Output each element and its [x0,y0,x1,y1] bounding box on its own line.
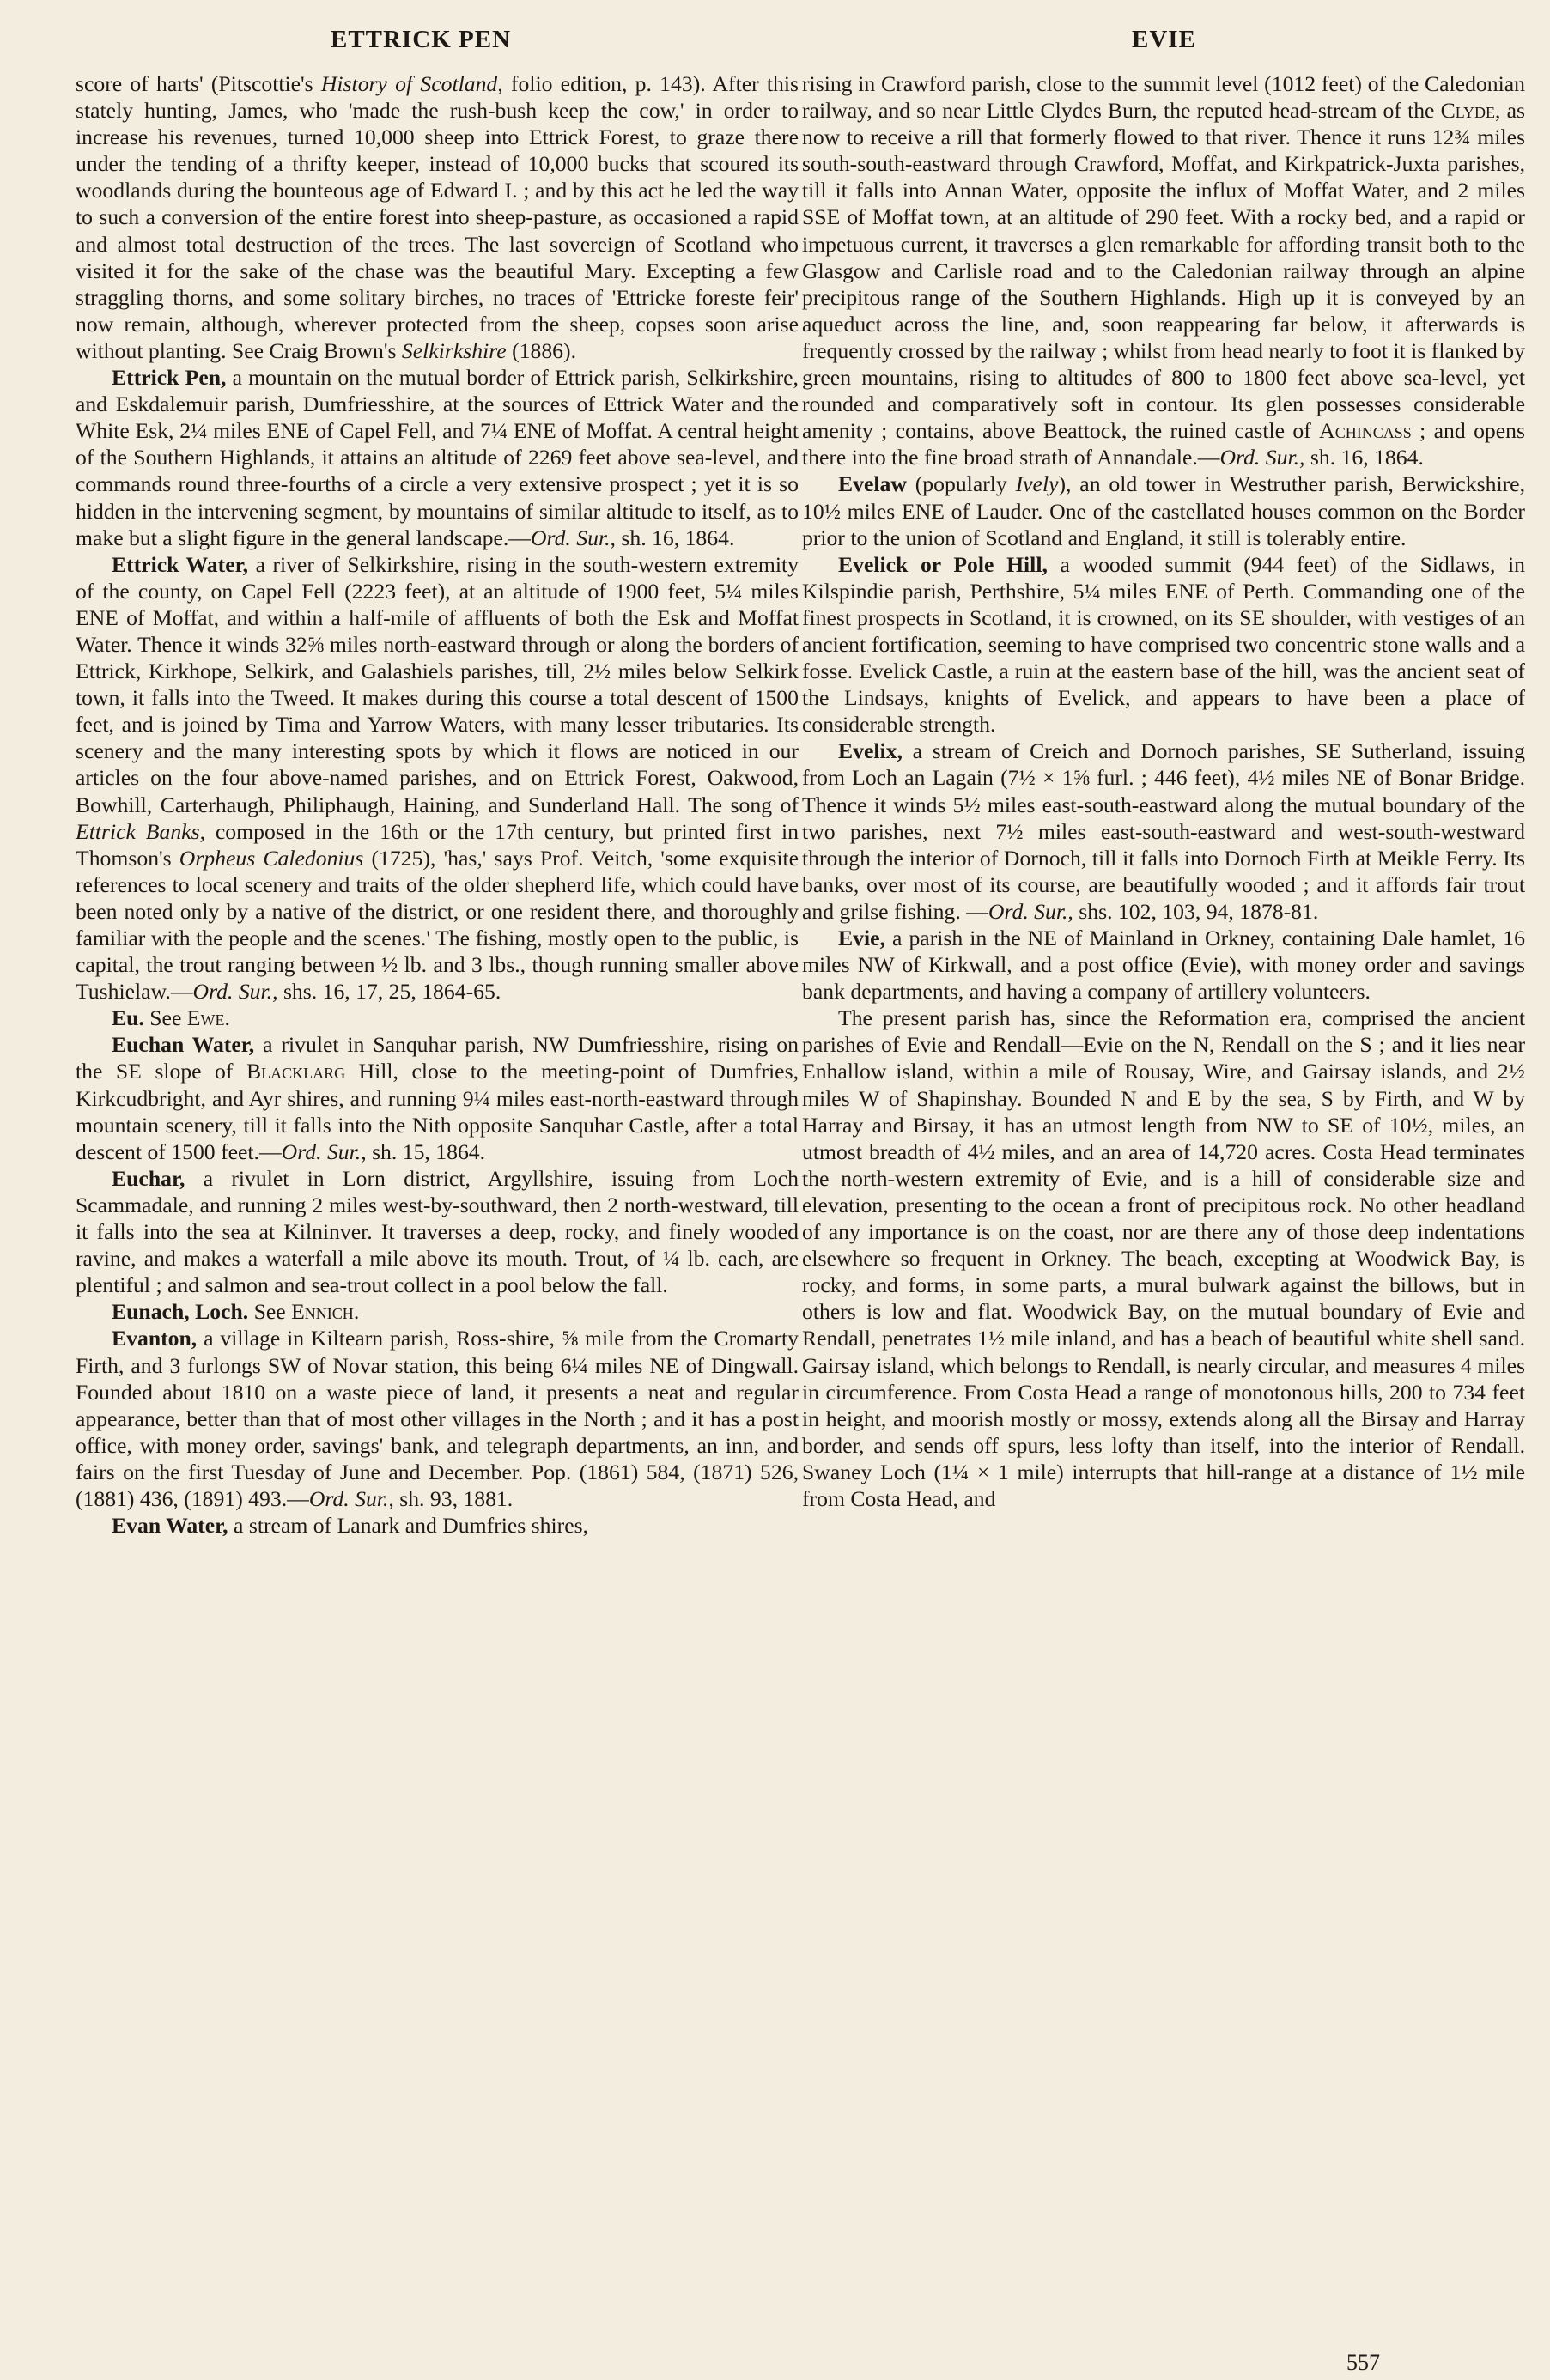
paragraph-evan-water-continued: rising in Crawford parish, close to the summit level (1012 feet) of the Caledonian railway, and so near Little Clydes Burn, the reputed head-stream of the Clyde, as now to receive a rill that formerly flowed to that river. Thence it runs 12¾ miles south-south-eastward through Crawford, Moffat, and Kirkpatrick-Juxta parishes, till it falls into Annan Water, opposite the influx of Moffat Water, and 2 miles SSE of Moffat town, at an altitude of 290 feet. With a rocky bed, and a rapid or impetuous current, it traverses a glen remarkable for affording transit both to the Glasgow and Carlisle road and to the Caledonian railway through an alpine precipitous range of the Southern Highlands. High up it is conveyed by an aqueduct across the line, and, soon reappearing far below, it afterwards is frequently crossed by the railway ; whilst from head nearly to foot it is flanked by green mountains, rising to altitudes of 800 to 1800 feet above sea-level, yet rounded and comparatively soft in contour. Its glen possesses considerable amenity ; contains, above Beattock, the ruined castle of Achincass ; and opens there into the fine broad strath of Annandale.—Ord. Sur., sh. 16, 1864. [802,71,1525,471]
headword: Euchar, [112,1165,185,1191]
cross-reference: Achincass [1319,418,1412,444]
running-head-left: ETTRICK PEN [331,26,512,53]
left-column [76,70,799,1539]
cross-reference: Blacklarg [246,1059,346,1084]
headword: Evelaw [838,471,907,497]
entry-ettrick-water: Ettrick Water, a river of Selkirkshire, rising in the south-western extremity of the county, on Capel Fell (2223 feet), at an altitude of 1900 feet, 5¼ miles ENE of Moffat, and within a half-mile of affluents of both the Esk and Moffat Water. Thence it winds 32⅝ miles north-eastward through or along the borders of Ettrick, Kirkhope, Selkirk, and Galashiels parishes, till, 2½ miles below Selkirk town, it falls into the Tweed. It makes during this course a total descent of 1500 feet, and is joined by Tima and Yarrow Waters, with many lesser tributaries. Its scenery and the many interesting spots by which it flows are noticed in our articles on the four above-named parishes, and on Ettrick Forest, Oakwood, Bowhill, Carterhaugh, Philiphaugh, Haining, and Sunderland Hall. The song of Ettrick Banks, composed in the 16th or the 17th century, but printed first in Thomson's Orpheus Caledonius (1725), 'has,' says Prof. Veitch, 'some exquisite references to local scenery and traits of the older shepherd life, which could have been noted only by a native of the district, or one resident there, and thoroughly familiar with the people and the scenes.' The fishing, mostly open to the public, is capital, the trout ranging between ½ lb. and 3 lbs., though running smaller above Tushielaw.—Ord. Sur., shs. 16, 17, 25, 1864-65. [76,551,799,1005]
entry-evelaw: Evelaw (popularly Ively), an old tower in Westruther parish, Berwickshire, 10½ miles ENE of Lauder. One of the castellated houses common on the Border prior to the union of Scotland and England, it still is tolerably entire. [802,471,1525,550]
right-column [802,70,1525,1512]
headword: Evie, [838,926,885,950]
paragraph-evie-description: The present parish has, since the Reformation era, comprised the ancient parishes of Evie and Rendall—Evie on the N, Rendall on the S ; and it lies near Enhallow island, within a mile of Rousay, Wire, and Gairsay islands, and 2½ miles W of Shapinshay. Bounded N and E by the sea, S by Firth, and W by Harray and Birsay, it has an utmost length from NW to SE of 10½, miles, an utmost breadth of 4½ miles, and an area of 14,720 acres. Costa Head terminates the north-western extremity of Evie, and is a hill of considerable size and elevation, presenting to the ocean a front of precipitous rock. No other headland of any importance is on the coast, nor are there any of those deep indentations elsewhere so frequent in Orkney. The beach, excepting at Woodwick Bay, is rocky, and forms, in some parts, a mural bulwark against the billows, but in others is low and flat. Woodwick Bay, on the mutual boundary of Evie and Rendall, penetrates 1½ mile inland, and has a beach of beautiful white shell sand. Gairsay island, which belongs to Rendall, is nearly circular, and measures 4 miles in circumference. From Costa Head a range of monotonous hills, 200 to 734 feet in height, and moorish mostly or mossy, extends along all the Birsay and Harray border, and sends off spurs, less lofty than itself, into the interior of Rendall. Swaney Loch (1¼ × 1 mile) interrupts that hill-range at a distance of 1½ mile from Costa Head, and [802,1005,1525,1511]
headword: Euchan Water, [112,1032,255,1058]
entry-eunach-loch: Eunach, Loch. See Ennich. [112,1299,360,1325]
cross-reference: Ewe [186,1005,225,1031]
paragraph-ettrick-forest-continued: score of harts' (Pitscottie's History of Scotland, folio edition, p. 143). After this stately hunting, James, who 'made the rush-bush keep the cow,' in order to increase his revenues, turned 10,000 sheep into Ettrick Forest, to graze there under the tending of a thrifty keeper, instead of 10,000 bucks that scoured its woodlands during the bounteous age of Edward I. ; and by this act he led the way to such a conversion of the entire forest into sheep-pasture, as occasioned a rapid and almost total destruction of the trees. The last sovereign of Scotland who visited it for the sake of the chase was the beautiful Mary. Excepting a few straggling thorns, and some solitary birches, no traces of 'Ettricke foreste feir' now remain, although, wherever protected from the sheep, copses soon arise without planting. See Craig Brown's Selkirkshire (1886). [76,71,799,363]
entry-eu: Eu. See Ewe. [112,1005,230,1031]
cross-reference: Clyde [1440,98,1495,124]
entry-ettrick-pen: Ettrick Pen, a mountain on the mutual border of Ettrick parish, Selkirkshire, and Eskdalemuir parish, Dumfriesshire, at the sources of Ettrick Water and the White Esk, 2¼ miles ENE of Capel Fell, and 7¼ ENE of Moffat. A central height of the Southern Highlands, it attains an altitude of 2269 feet above sea-level, and commands round three-fourths of a circle a very extensive prospect ; yet it is so hidden in the intervening segment, by mountains of similar altitude to itself, as to make but a slight figure in the general landscape.—Ord. Sur., sh. 16, 1864. [76,365,799,550]
entry-euchan-water: Euchan Water, a rivulet in Sanquhar parish, NW Dumfriesshire, rising on the SE slope of Blacklarg Hill, close to the meeting-point of Dumfries, Kirkcudbright, and Ayr shires, and running 9¼ miles east-north-eastward through mountain scenery, till it falls into the Nith opposite Sanquhar Castle, after a total descent of 1500 feet.—Ord. Sur., sh. 15, 1864. [76,1032,799,1164]
headword: Eu. [112,1005,144,1031]
entry-euchar: Euchar, a rivulet in Lorn district, Argyllshire, issuing from Loch Scammadale, and running 2 miles west-by-southward, then 2 north-westward, till it falls into the sea at Kilninver. It traverses a deep, rocky, and finely wooded ravine, and makes a waterfall a mile above its mouth. Trout, of ¼ lb. each, are plentiful ; and salmon and sea-trout collect in a pool below the fall. [76,1165,799,1298]
running-head-right: EVIE [1132,26,1196,53]
entry-evan-water: Evan Water, a stream of Lanark and Dumfries shires, [112,1513,589,1539]
headword: Evelix, [838,738,903,764]
headword: Evelick or Pole Hill, [838,551,1048,577]
headword: Ettrick Water, [112,551,249,577]
headword: Evan Water, [112,1513,228,1539]
cross-reference: Ennich [291,1299,354,1325]
page-number: 557 [1346,2350,1380,2375]
entry-evie: Evie, a parish in the NE of Mainland in Orkney, containing Dale hamlet, 16 miles NW of Kirkwall, and a post office (Evie), with money order and savings bank departments, and having a company of artillery volunteers. [802,926,1525,1005]
entry-evelix: Evelix, a stream of Creich and Dornoch parishes, SE Sutherland, issuing from Loch an Lagain (7½ × 1⅝ furl. ; 446 feet), 4½ miles NE of Bonar Bridge. Thence it winds 5½ miles east-south-eastward along the mutual boundary of the two parishes, next 7½ miles east-south-eastward and west-south-westward through the interior of Dornoch, till it falls into Dornoch Firth at Meikle Ferry. Its banks, over most of its course, are beautifully wooded ; and it affords fair trout and grilse fishing. —Ord. Sur., shs. 102, 103, 94, 1878-81. [802,738,1525,924]
headword: Ettrick Pen, [112,365,227,391]
headword: Eunach, Loch. [112,1299,249,1325]
entry-evanton: Evanton, a village in Kiltearn parish, Ross-shire, ⅝ mile from the Cromarty Firth, and 3 furlongs SW of Novar station, this being 6¼ miles NE of Dingwall. Founded about 1810 on a waste piece of land, it presents a neat and regular appearance, better than that of most other villages in the North ; and it has a post office, with money order, savings' bank, and telegraph departments, an inn, and fairs on the first Tuesday of June and December. Pop. (1861) 584, (1871) 526, (1881) 436, (1891) 493.—Ord. Sur., sh. 93, 1881. [76,1326,799,1511]
entry-evelick: Evelick or Pole Hill, a wooded summit (944 feet) of the Sidlaws, in Kilspindie parish, Perthshire, 5¼ miles ENE of Perth. Commanding one of the finest prospects in Scotland, it is crowned, on its SE shoulder, with vestiges of an ancient fortification, seeming to have comprised two concentric stone walls and a fosse. Evelick Castle, a ruin at the eastern base of the hill, was the ancient seat of the Lindsays, knights of Evelick, and appears to have been a place of considerable strength. [802,551,1525,738]
headword: Evanton, [112,1326,198,1351]
